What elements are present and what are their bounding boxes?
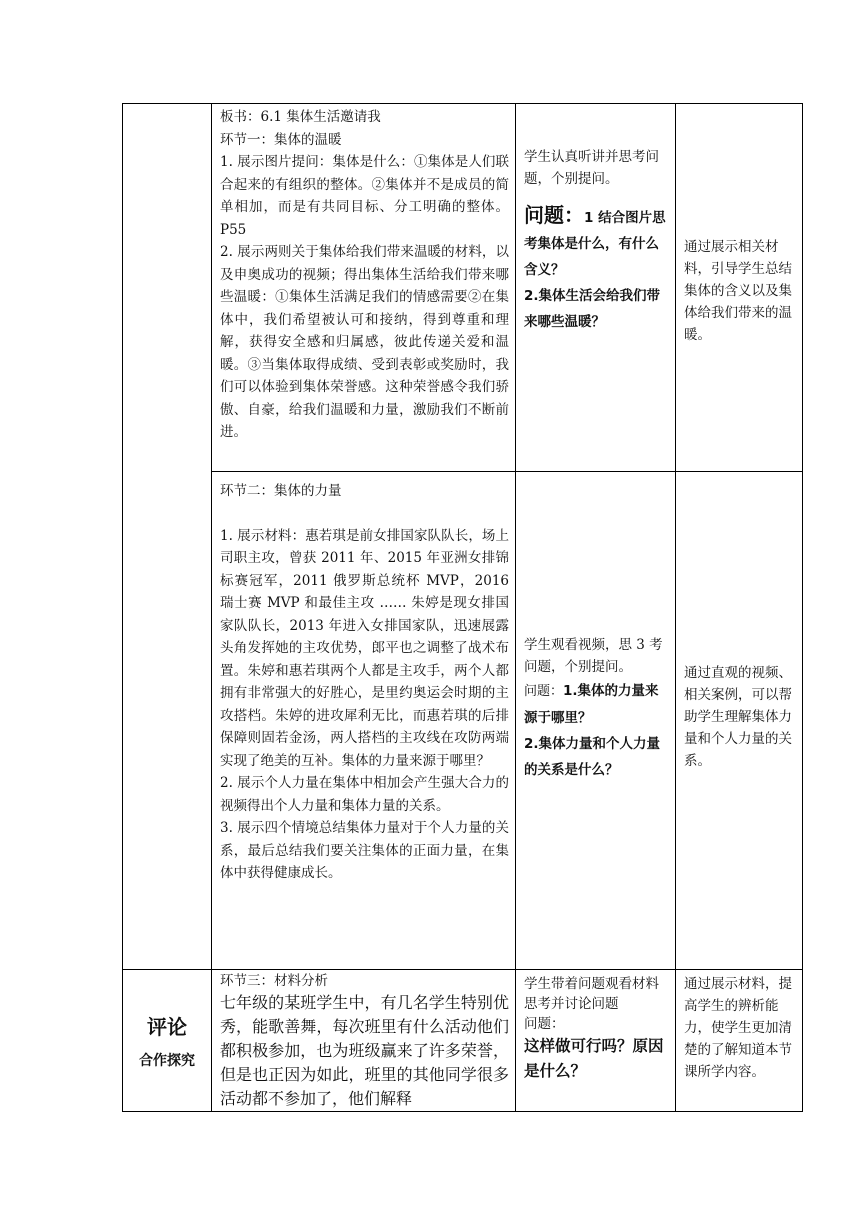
question-1: 1.集体的力量来源于哪里？ <box>524 683 659 726</box>
table-row <box>123 472 803 970</box>
student-activity-cell <box>516 970 676 1112</box>
section-title: 环节一：集体的温暖 <box>220 131 342 148</box>
question-2: 2.集体力量和个人力量的关系是什么？ <box>524 736 661 778</box>
student-activity-text: 学生认真听讲并思考问题，个别提问。 <box>524 149 659 187</box>
student-activity-cell <box>516 104 676 472</box>
content-paragraph: 1. 展示材料：惠若琪是前女排国家队队长，场上司职主攻，曾获 2011 年、2015 年亚洲女排锦标赛冠军，2011 俄罗斯总统杯 MVP，2016 瑞士赛 MVP 和最佳主攻 …… 朱婷是现女排国家队队长，2013 年进入女排国家队，迅速展露头角发挥她的主攻优势，郎平也之调整了战术布置。朱婷和惠若琪两个人都是主攻手，两个人都拥有非常强大的好胜心，是里约奥运会时期的主攻搭档。朱婷的进攻犀利无比，而惠若琪的后排保障则固若金汤，两人搭档的主攻线在攻防两端实现了绝美的互补。集体的力量来源于哪里？ <box>220 527 509 769</box>
student-activity-text: 学生观看视频，思 3 考问题，个别提问。 <box>524 637 663 675</box>
design-intent-text: 通过展示材料，提高学生的辨析能力，使学生更加清楚的了解知道本节课所学内容。 <box>684 976 792 1080</box>
design-intent-cell <box>676 104 803 472</box>
design-intent-text: 通过直观的视频、相关案例，可以帮助学生理解集体力量和个人力量的关系。 <box>684 665 792 769</box>
design-intent-text: 通过展示相关材料，引导学生总结集体的含义以及集体给我们带来的温暖。 <box>684 239 792 343</box>
content-paragraph: 3. 展示四个情境总结集体力量对于个人力量的关系，最后总结我们要关注集体的正面力量，在集体中获得健康成长。 <box>220 820 509 881</box>
stage-label-main: 评论 <box>147 1015 187 1039</box>
lesson-plan-table <box>122 103 803 1112</box>
teaching-content-cell <box>212 472 516 970</box>
design-intent-cell <box>676 472 803 970</box>
design-intent-cell <box>676 970 803 1112</box>
material-text: 七年级的某班学生中，有几名学生特别优秀，能歌善舞，每次班里有什么活动他们都积极参加，也为班级赢来了许多荣誉，但是也正因为如此，班里的其他同学很多活动都不参加了，他们解释 <box>220 993 509 1108</box>
question: 这样做可行吗？原因是什么？ <box>524 1037 664 1080</box>
content-paragraph: 1. 展示图片提问：集体是什么：①集体是人们联合起来的有组织的整体。②集体并不是成员的简单相加，而是有共同目标、分工明确的整体。P55 <box>220 154 509 238</box>
section-title: 环节三：材料分析 <box>220 973 328 989</box>
question-1: 1 结合图片思考集体是什么，有什么含义？ <box>524 210 666 278</box>
content-paragraph: 2. 展示两则关于集体给我们带来温暖的材料，以及申奥成功的视频；得出集体生活给我们带来哪些温暖：①集体生活满足我们的情感需要②在集体中，我们希望被认可和接纳，得到尊重和理解，获得安全感和归属感，彼此传递关爱和温暖。③当集体取得成绩、受到表彰或奖励时，我们可以体验到集体荣誉感。这种荣誉感令我们骄傲、自豪，给我们温暖和力量，激励我们不断前进。 <box>220 244 509 440</box>
table-row <box>123 970 803 1112</box>
question-2: 2.集体生活会给我们带来哪些温暖？ <box>524 288 661 330</box>
student-activity-cell <box>516 472 676 970</box>
section-title: 环节二：集体的力量 <box>220 483 342 499</box>
stage-label-sub: 合作探究 <box>139 1053 195 1069</box>
table-row <box>123 104 803 472</box>
stage-label-cell <box>123 970 212 1112</box>
teaching-content-cell <box>212 970 516 1112</box>
teaching-content-cell <box>212 104 516 472</box>
question-label: 问题： <box>524 203 584 227</box>
student-activity-text: 学生带着问题观看材料思考并讨论问题 <box>524 976 659 1012</box>
content-paragraph: 2. 展示个人力量在集体中相加会产生强大合力的视频得出个人力量和集体力量的关系。 <box>220 775 509 814</box>
question-label: 问题： <box>524 1016 565 1032</box>
blackboard-title: 板书：6.1 集体生活邀请我 <box>220 109 381 125</box>
question-label: 问题： <box>524 684 564 699</box>
stage-label-cell-empty <box>123 104 212 970</box>
